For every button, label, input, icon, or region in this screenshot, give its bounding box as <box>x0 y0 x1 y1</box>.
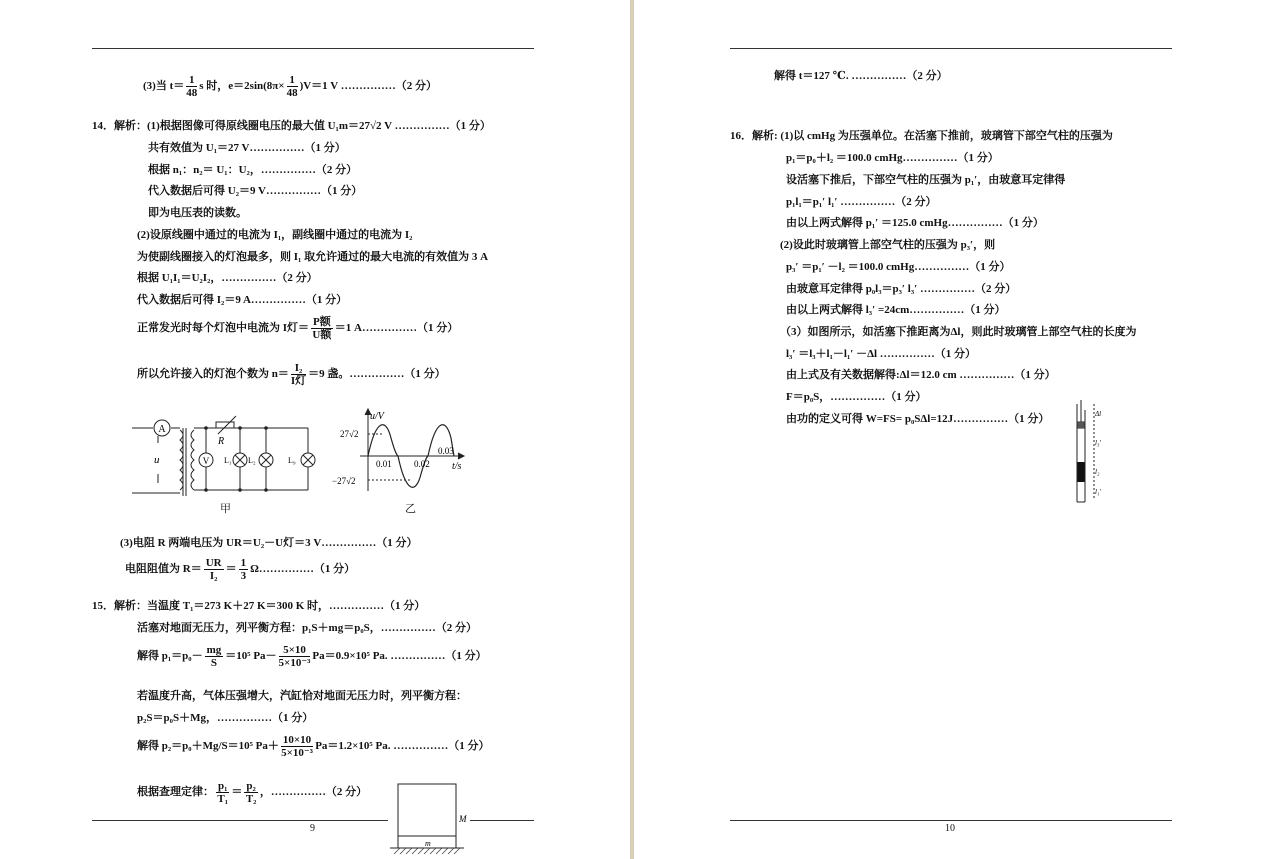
text: 解得 p₂＝p₀＋Mg/S＝10⁵ Pa＋ <box>137 740 279 753</box>
answer-line: （3）如图所示，如活塞下推距离为Δl，则此时玻璃管上部空气柱的长度为 <box>780 326 1137 338</box>
q13-part3-line <box>143 74 437 99</box>
text: ＝10⁵ Pa－ <box>225 650 277 663</box>
q15-heading: 15．解析：当温度 T₁＝273 K＋27 K＝300 K 时，……………（1 分） <box>92 600 426 612</box>
answer-line: p₂S＝p₀S＋Mg，……………（1 分） <box>137 712 314 724</box>
fraction <box>311 316 333 341</box>
answer-line: 设活塞下推后，下部空气柱的压强为 p₁′，由玻意耳定律得 <box>786 174 1066 186</box>
answer-line: (3)电阻 R 两端电压为 UR＝U₂－U灯＝3 V……………（1 分） <box>120 537 418 549</box>
answer-line: p₁l₁＝p₁′ l₁′ ……………（2 分） <box>786 196 937 208</box>
answer-line: 代入数据后可得 I₂＝9 A……………（1 分） <box>137 294 348 306</box>
answer-line-fraction <box>137 316 458 341</box>
answer-line: (2)设此时玻璃管上部空气柱的压强为 p₃′，则 <box>780 239 996 251</box>
q14-heading: 14．解析：(1)根据图像可得原线圈电压的最大值 U₁m＝27√2 V ……………（1 分） <box>92 120 491 132</box>
answer-line: 由上式及有关数据解得:Δl＝12.0 cm ……………（1 分） <box>786 369 1056 381</box>
text: ＝ <box>225 563 237 576</box>
fraction <box>281 734 313 759</box>
text: s 时，e＝2sin(8π× <box>199 80 285 93</box>
voltmeter-icon <box>199 453 213 467</box>
answer-line: 由以上两式解得 p₁′ ＝125.0 cmHg……………（1 分） <box>786 217 1044 229</box>
answer-line: 根据 n₁：n₂＝ U₁：U₂，……………（2 分） <box>148 164 358 176</box>
answer-line: 由以上两式解得 l₃′ =24cm……………（1 分） <box>786 304 1006 316</box>
tube-label: l₁′ <box>1095 488 1101 496</box>
fraction <box>244 780 257 805</box>
denominator: 48 <box>286 87 298 99</box>
answer-line: 即为电压表的读数。 <box>148 207 247 219</box>
denominator: U额 <box>312 329 332 341</box>
tube-label: l₃′ <box>1095 439 1101 447</box>
header-rule <box>92 48 534 49</box>
text: 解得 p₁＝p₀－ <box>137 650 203 663</box>
lamp-icon <box>259 453 273 467</box>
answer-line: p₁＝p₀＋l₂ ＝100.0 cmHg……………（1 分） <box>786 152 999 164</box>
text: Pa＝0.9×10⁵ Pa. ……………（1 分） <box>312 650 487 663</box>
footer-rule <box>470 820 534 821</box>
numerator: p₁ <box>218 780 228 792</box>
text: )V＝1 V ……………（2 分） <box>299 80 437 93</box>
sine-voltage-graph <box>330 405 475 495</box>
answer-line: 若温度升高，气体压强增大，汽缸恰对地面无压力时，列平衡方程： <box>137 690 467 702</box>
x-axis-label: t/s <box>452 461 462 472</box>
denominator: S <box>210 657 217 669</box>
figure-caption: 乙 <box>405 503 416 515</box>
answer-line: p₃′ ＝p₁′ －l₂ ＝100.0 cmHg……………（1 分） <box>786 261 1011 273</box>
text: ＝9 盏。……………（1 分） <box>308 368 446 381</box>
q16-heading: 16．解析: (1)以 cmHg 为压强单位。在活塞下推前，玻璃管下部空气柱的压强为 <box>730 130 1113 142</box>
text: ，……………（2 分） <box>259 786 368 799</box>
denominator: 3 <box>240 570 247 582</box>
denominator: I灯 <box>290 375 307 387</box>
text: 电阻阻值为 R＝ <box>125 563 202 576</box>
numerator: 10×10 <box>282 734 312 746</box>
mass-m-label: m <box>425 839 431 848</box>
voltage-label: u <box>154 454 160 466</box>
fraction <box>216 780 229 805</box>
left-page <box>0 0 630 859</box>
numerator: 1 <box>240 557 247 569</box>
lamp-icon <box>301 453 315 467</box>
answer-line-fraction <box>125 557 355 582</box>
answer-line: 共有效值为 U₁＝27 V……………（1 分） <box>148 142 346 154</box>
answer-line: F＝p₀S，……………（1 分） <box>786 391 927 403</box>
text: Ω……………（1 分） <box>250 563 356 576</box>
fraction <box>239 557 249 582</box>
fraction <box>186 74 197 99</box>
figure-caption: 甲 <box>220 503 231 515</box>
y-axis-label: u/V <box>370 411 384 422</box>
tube-label: l₂ <box>1095 468 1100 476</box>
numerator: I₂ <box>291 362 306 375</box>
tick-label: 0.01 <box>376 459 392 469</box>
text: 所以允许接入的灯泡个数为 n＝ <box>137 368 289 381</box>
denominator: 48 <box>186 87 198 99</box>
text: 正常发光时每个灯泡中电流为 I灯＝ <box>137 322 310 335</box>
numerator: 1 <box>287 74 298 87</box>
answer-line: (2)设原线圈中通过的电流为 I₁，副线圈中通过的电流为 I₂ <box>137 229 413 241</box>
denominator: 5×10⁻³ <box>281 747 313 759</box>
text: 根据查理定律： <box>137 786 214 799</box>
answer-line-fraction <box>137 780 367 805</box>
denominator: T₂ <box>245 793 257 805</box>
text: (3)当 t＝ <box>143 80 185 93</box>
glass-tube-diagram <box>1064 400 1114 506</box>
text: Pa＝1.2×10⁵ Pa. ……………（1 分） <box>315 740 490 753</box>
numerator: mg <box>206 644 222 656</box>
footer-rule <box>730 820 1172 821</box>
answer-line: l₃′ ＝l₃＋l₁－l₁′ －Δl ……………（1 分） <box>786 348 977 360</box>
tick-label: 0.03 <box>438 446 454 456</box>
fraction <box>205 644 224 669</box>
resistor-label: R <box>218 436 225 447</box>
header-rule <box>730 48 1172 49</box>
right-page <box>634 0 1266 859</box>
ammeter-icon <box>154 420 170 436</box>
tick-label: 0.02 <box>414 459 430 469</box>
cylinder-piston-diagram <box>388 780 470 859</box>
fraction <box>287 74 298 99</box>
tube-label: Δl <box>1095 410 1102 418</box>
svg-text:V: V <box>202 456 210 466</box>
text: ＝1 A……………（1 分） <box>334 322 459 335</box>
text: ＝ <box>231 786 243 799</box>
svg-text:A: A <box>158 424 166 435</box>
lamp1-label: L₁ <box>224 456 232 465</box>
fraction <box>279 644 311 669</box>
denominator: T₁ <box>217 793 229 805</box>
answer-line-fraction <box>137 734 489 759</box>
numerator: 5×10 <box>279 644 311 657</box>
answer-line-fraction <box>137 644 487 669</box>
answer-line: 为使副线圈接入的灯泡最多，则 I₁ 取允许通过的最大电流的有效值为 3 A <box>137 251 489 263</box>
lamp2-label: L₂ <box>248 456 256 465</box>
numerator: 1 <box>186 74 197 87</box>
denominator: I₂ <box>209 570 218 582</box>
mass-M-label: M <box>459 814 467 824</box>
answer-line-fraction <box>137 362 446 387</box>
y-max-label: 27√2 <box>340 429 359 439</box>
answer-line: 由玻意耳定律得 p₀l₃＝p₃′ l₃′ ……………（2 分） <box>786 283 1017 295</box>
numerator: UR <box>205 557 222 569</box>
y-min-label: −27√2 <box>332 476 356 486</box>
denominator: 5×10⁻³ <box>278 657 311 669</box>
page-number: 10 <box>945 823 955 834</box>
page-number: 9 <box>310 823 315 834</box>
answer-line: 根据 U₁I₁＝U₂I₂，……………（2 分） <box>137 272 318 284</box>
answer-line: 由功的定义可得 W=FS= p₀SΔl=12J……………（1 分） <box>786 413 1050 425</box>
numerator: p₂ <box>246 780 256 792</box>
fraction <box>204 557 224 582</box>
answer-line: 代入数据后可得 U₂＝9 V……………（1 分） <box>148 185 363 197</box>
answer-line: 活塞对地面无压力，列平衡方程：p₁S＋mg＝p₀S，……………（2 分） <box>137 622 477 634</box>
footer-rule <box>92 820 388 821</box>
lamp-icon <box>233 453 247 467</box>
answer-line: 解得 t＝127 ℃. ……………（2 分） <box>774 70 948 82</box>
fraction <box>291 362 306 387</box>
numerator: P额 <box>313 316 331 328</box>
lamp9-label: L₉ <box>288 456 296 465</box>
mercury-column <box>1078 462 1085 482</box>
